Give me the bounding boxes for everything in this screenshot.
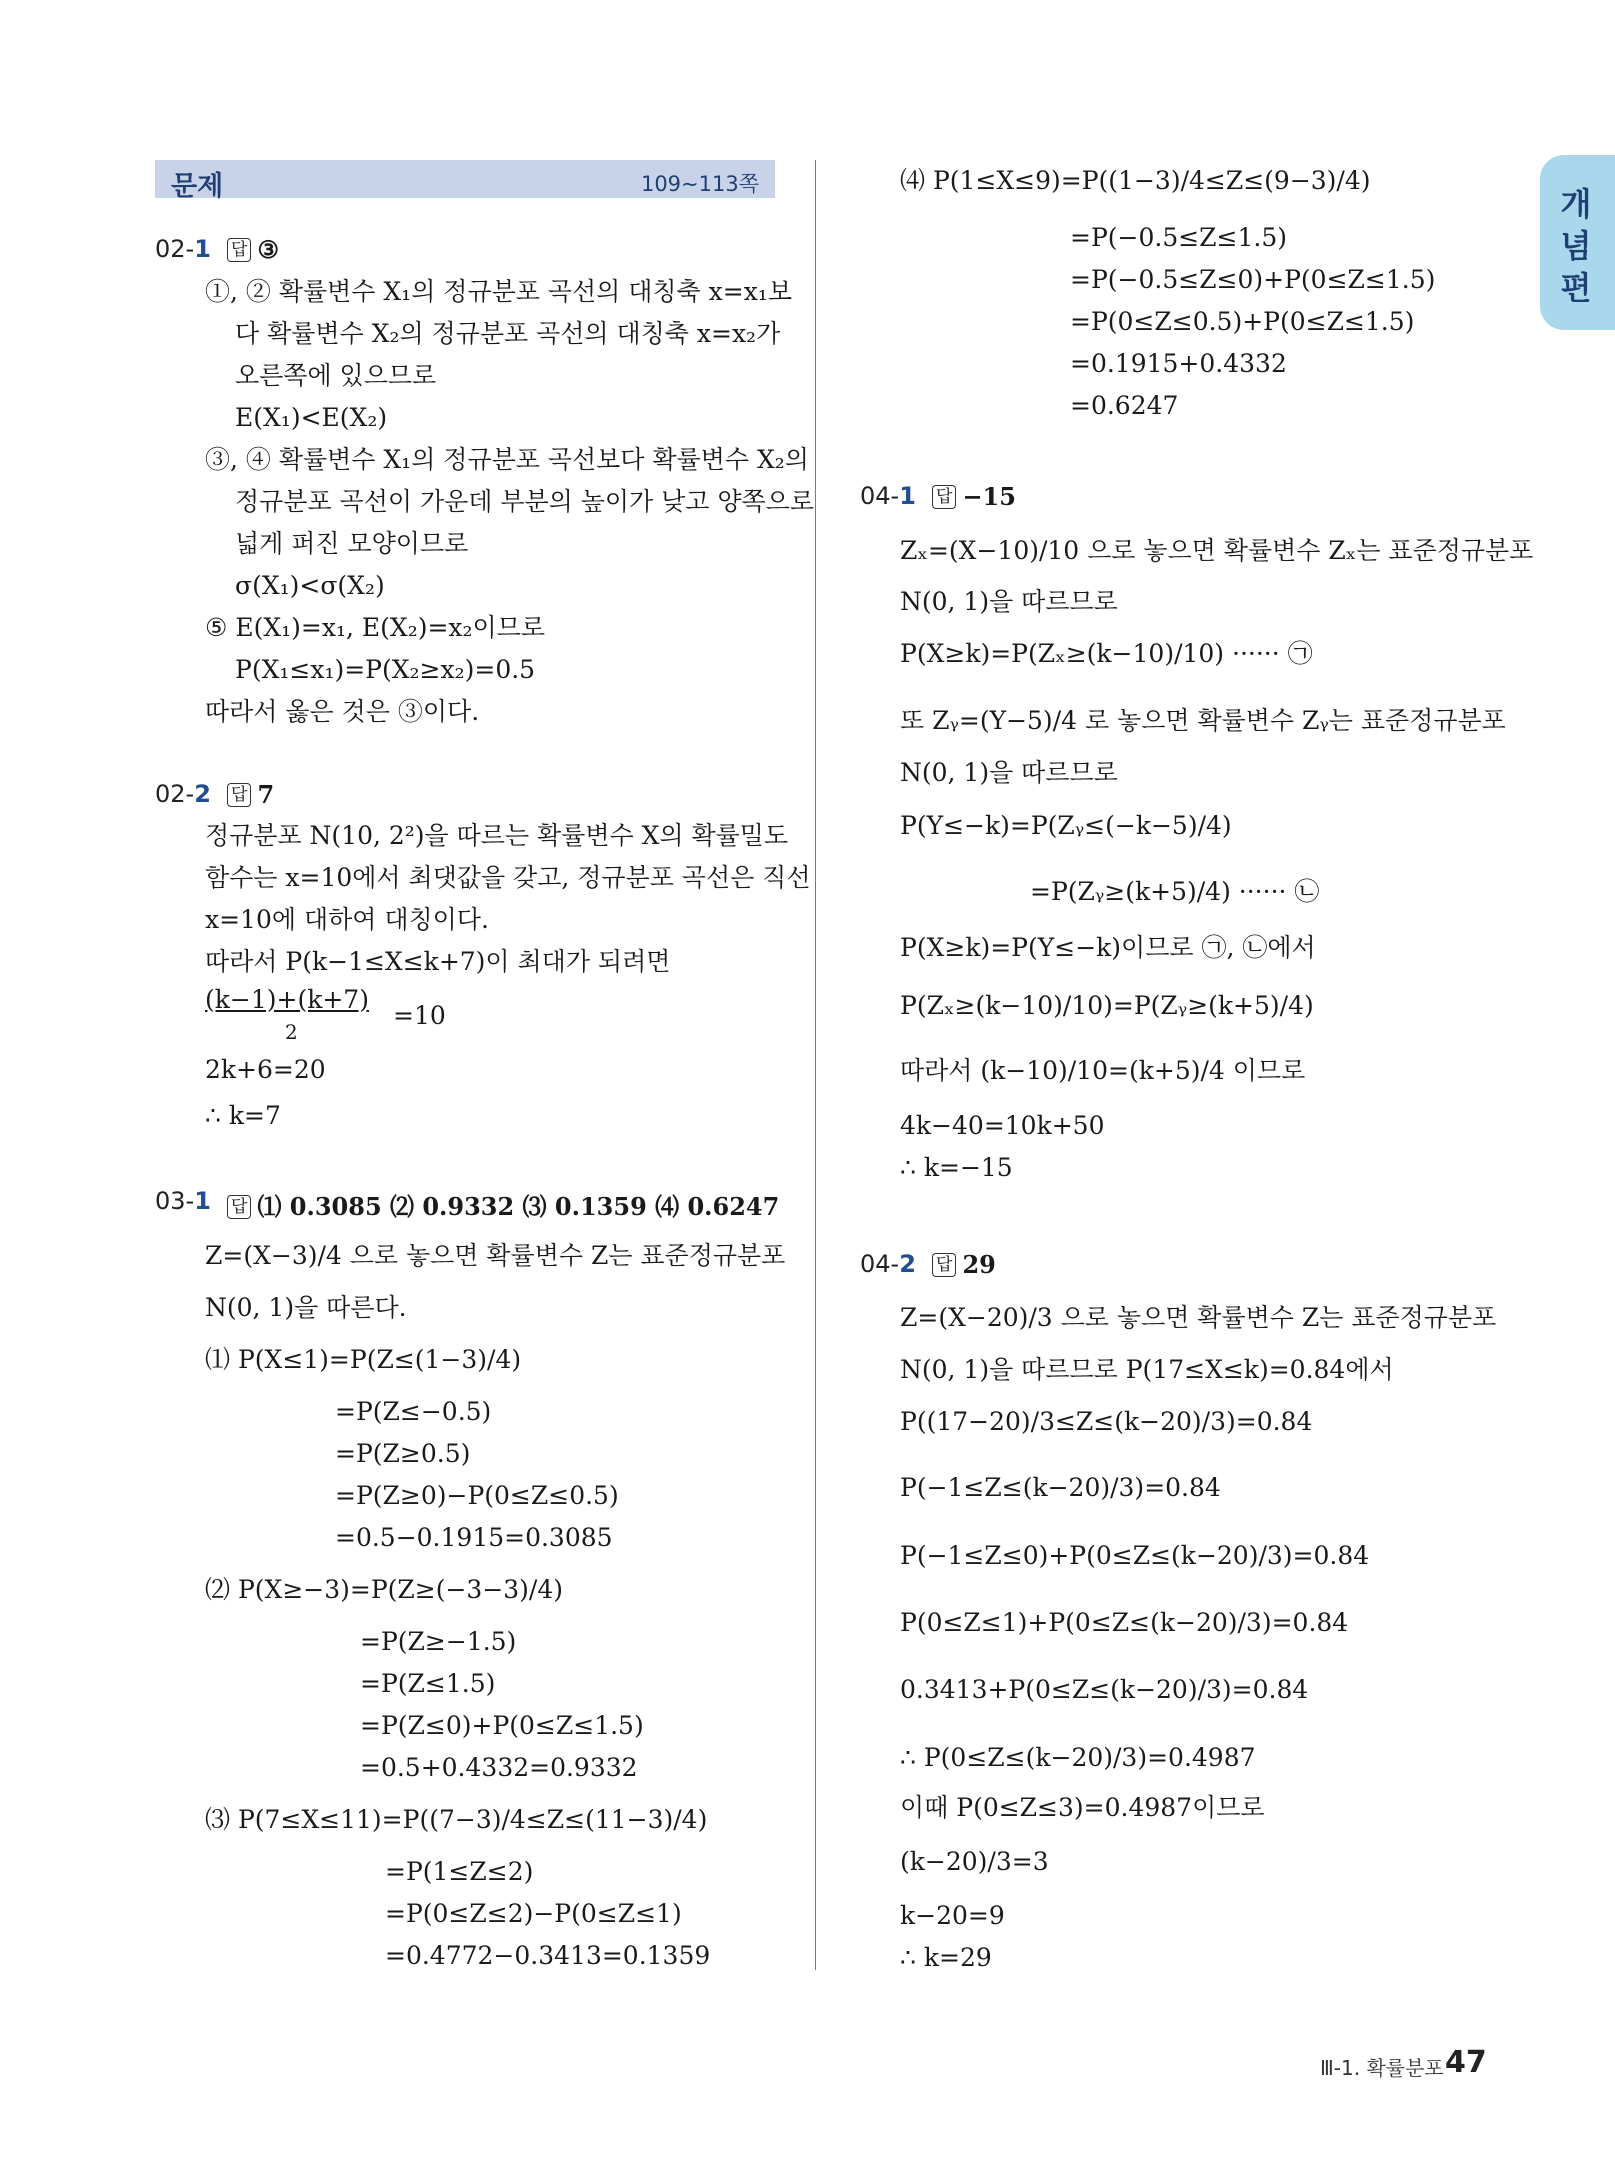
problem-id-02-1: 02-1 xyxy=(155,235,211,263)
answer-tag: 답 xyxy=(227,238,251,262)
text-line: 또 Zᵧ=(Y−5)/4 로 놓으면 확률변수 Zᵧ는 표준정규분포 xyxy=(900,706,1506,735)
text-line: Z=(X−20)/3 으로 놓으면 확률변수 Z는 표준정규분포 xyxy=(900,1303,1497,1332)
text-line: ∴ k=−15 xyxy=(900,1153,1013,1182)
side-tab-label: 개념편 xyxy=(1560,185,1592,307)
text-line: P((17−20)/3≤Z≤(k−20)/3)=0.84 xyxy=(900,1407,1313,1436)
text-line: P(−1≤Z≤(k−20)/3)=0.84 xyxy=(900,1473,1221,1502)
text-line: 정규분포 곡선이 가운데 부분의 높이가 낮고 양쪽으로 xyxy=(235,487,814,516)
text-line: 함수는 x=10에서 최댓값을 갖고, 정규분포 곡선은 직선 xyxy=(205,863,811,892)
text-line: =P(Z≤1.5) xyxy=(360,1669,496,1698)
text-line: =P(Z≥0)−P(0≤Z≤0.5) xyxy=(335,1481,619,1510)
text-line: =0.5+0.4332=0.9332 xyxy=(360,1753,638,1782)
text-line: k−20=9 xyxy=(900,1901,1005,1930)
text-line: =P(−0.5≤Z≤1.5) xyxy=(1070,223,1288,252)
answer-04-2: 답 29 xyxy=(932,1250,996,1279)
text-line: ⑷ P(1≤X≤9)=P((1−3)/4≤Z≤(9−3)/4) xyxy=(900,166,1371,195)
problem-id-04-2: 04-2 xyxy=(860,1250,916,1278)
text-line: =0.1915+0.4332 xyxy=(1070,349,1287,378)
text-line: 따라서 옳은 것은 ③이다. xyxy=(205,697,480,726)
answer-tag: 답 xyxy=(932,485,956,509)
text-line: P(X≥k)=P(Y≤−k)이므로 ㉠, ㉡에서 xyxy=(900,933,1316,962)
text-line: ⑴ P(X≤1)=P(Z≤(1−3)/4) xyxy=(205,1345,522,1374)
text-line: 이때 P(0≤Z≤3)=0.4987이므로 xyxy=(900,1793,1265,1822)
text-line: 0.3413+P(0≤Z≤(k−20)/3)=0.84 xyxy=(900,1675,1309,1704)
text-line: 다 확률변수 X₂의 정규분포 곡선의 대칭축 x=x₂가 xyxy=(235,319,781,348)
text-line: (k−20)/3=3 xyxy=(900,1847,1049,1876)
text-line: ⑤ E(X₁)=x₁, E(X₂)=x₂이므로 xyxy=(205,613,545,642)
text-line: =0.4772−0.3413=0.1359 xyxy=(385,1941,711,1970)
text-line: P(0≤Z≤1)+P(0≤Z≤(k−20)/3)=0.84 xyxy=(900,1608,1349,1637)
text-line: =P(0≤Z≤0.5)+P(0≤Z≤1.5) xyxy=(1070,307,1415,336)
text-line: ⑶ P(7≤X≤11)=P((7−3)/4≤Z≤(11−3)/4) xyxy=(205,1805,708,1834)
text-line: =P(Zᵧ≥(k+5)/4) ······ ㉡ xyxy=(1030,877,1320,906)
answer-04-1: 답 −15 xyxy=(932,482,1016,511)
text-line: ∴ P(0≤Z≤(k−20)/3)=0.4987 xyxy=(900,1743,1256,1772)
text-line: P(X≥k)=P(Zₓ≥(k−10)/10) ······ ㉠ xyxy=(900,639,1313,668)
text-line: =P(Z≥−1.5) xyxy=(360,1627,517,1656)
text-line: Z=(X−3)/4 으로 놓으면 확률변수 Z는 표준정규분포 xyxy=(205,1241,786,1270)
section-page-range: 109∼113쪽 xyxy=(640,172,759,196)
problem-id-04-1: 04-1 xyxy=(860,482,916,510)
text-line: 따라서 (k−10)/10=(k+5)/4 이므로 xyxy=(900,1056,1306,1085)
text-line: N(0, 1)을 따르므로 xyxy=(900,587,1118,616)
text-line: P(X₁≤x₁)=P(X₂≥x₂)=0.5 xyxy=(235,655,536,684)
text-line: =0.6247 xyxy=(1070,391,1179,420)
section-title: 문제 xyxy=(171,171,224,202)
text-line: 2k+6=20 xyxy=(205,1055,326,1084)
answer-tag: 답 xyxy=(227,1195,251,1219)
answer-tag: 답 xyxy=(227,783,251,807)
text-line: Zₓ=(X−10)/10 으로 놓으면 확률변수 Zₓ는 표준정규분포 xyxy=(900,536,1534,565)
fraction-numerator: (k−1)+(k+7) xyxy=(205,985,369,1014)
text-line: =P(Z≤−0.5) xyxy=(335,1397,492,1426)
problem-id-03-1: 03-1 xyxy=(155,1187,211,1215)
text-line: ①, ② 확률변수 X₁의 정규분포 곡선의 대칭축 x=x₁보 xyxy=(205,277,792,306)
text-line: P(−1≤Z≤0)+P(0≤Z≤(k−20)/3)=0.84 xyxy=(900,1541,1370,1570)
text-line: σ(X₁)<σ(X₂) xyxy=(235,571,385,600)
text-line: N(0, 1)을 따른다. xyxy=(205,1293,407,1322)
text-line: N(0, 1)을 따르므로 P(17≤X≤k)=0.84에서 xyxy=(900,1355,1394,1384)
text-line: =0.5−0.1915=0.3085 xyxy=(335,1523,613,1552)
text-line: =P(0≤Z≤2)−P(0≤Z≤1) xyxy=(385,1899,682,1928)
text-line: 오른쪽에 있으므로 xyxy=(235,361,437,390)
text-line: ⑵ P(X≥−3)=P(Z≥(−3−3)/4) xyxy=(205,1575,564,1604)
text-line: =10 xyxy=(393,1001,446,1030)
text-line: ∴ k=7 xyxy=(205,1101,281,1130)
text-line: =P(1≤Z≤2) xyxy=(385,1857,534,1886)
text-line: =P(Z≤0)+P(0≤Z≤1.5) xyxy=(360,1711,644,1740)
text-line: =P(Z≥0.5) xyxy=(335,1439,471,1468)
answer-02-2: 답 7 xyxy=(227,780,274,809)
text-line: ③, ④ 확률변수 X₁의 정규분포 곡선보다 확률변수 X₂의 xyxy=(205,445,809,474)
side-tab xyxy=(1540,155,1615,330)
text-line: P(Y≤−k)=P(Zᵧ≤(−k−5)/4) xyxy=(900,811,1232,840)
fraction-denominator: 2 xyxy=(285,1020,298,1044)
text-line: E(X₁)<E(X₂) xyxy=(235,403,388,432)
section-header xyxy=(155,160,775,202)
text-line: 4k−40=10k+50 xyxy=(900,1111,1105,1140)
answer-tag: 답 xyxy=(932,1253,956,1277)
text-line: ∴ k=29 xyxy=(900,1943,992,1972)
column-divider xyxy=(815,160,816,1970)
problem-id-02-2: 02-2 xyxy=(155,780,211,808)
text-line: 넓게 퍼진 모양이므로 xyxy=(235,529,469,558)
text-line: N(0, 1)을 따르므로 xyxy=(900,758,1118,787)
text-line: 따라서 P(k−1≤X≤k+7)이 최대가 되려면 xyxy=(205,947,671,976)
footer-section: Ⅲ-1. 확률분포 xyxy=(1320,2056,1444,2080)
text-line: 정규분포 N(10, 2²)을 따르는 확률변수 X의 확률밀도 xyxy=(205,821,789,850)
text-line: x=10에 대하여 대칭이다. xyxy=(205,905,489,934)
text-line: P(Zₓ≥(k−10)/10)=P(Zᵧ≥(k+5)/4) xyxy=(900,991,1314,1020)
answer-03-1: 답 ⑴ 0.3085 ⑵ 0.9332 ⑶ 0.1359 ⑷ 0.6247 xyxy=(227,1187,779,1222)
page-number: 47 xyxy=(1445,2045,1487,2080)
text-line: =P(−0.5≤Z≤0)+P(0≤Z≤1.5) xyxy=(1070,265,1436,294)
answer-02-1: 답 ③ xyxy=(227,235,279,264)
